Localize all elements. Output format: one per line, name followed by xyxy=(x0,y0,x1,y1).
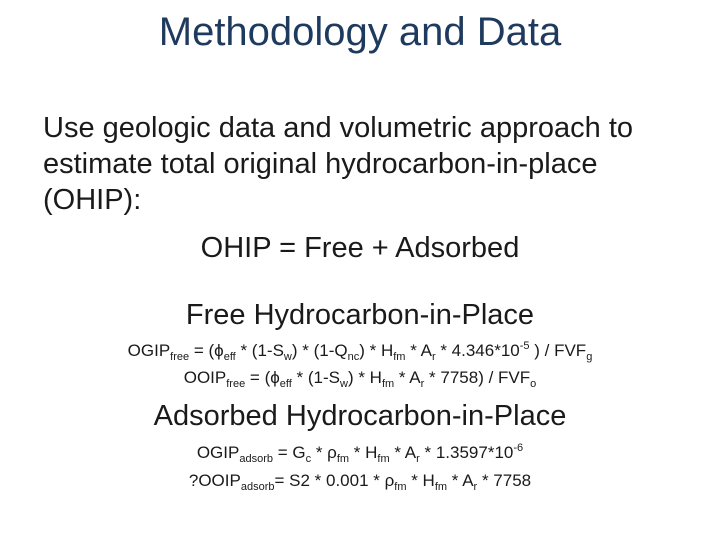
adsorbed-heading: Adsorbed Hydrocarbon-in-Place xyxy=(153,400,567,432)
formula-text: * (1-S xyxy=(235,341,284,360)
free-ogip-formula xyxy=(0,341,720,361)
formula-text: = S2 * 0.001 * ρ xyxy=(274,471,395,490)
ohip-equation: OHIP = Free + Adsorbed xyxy=(200,232,520,264)
formula-text: * 1.3597*10 xyxy=(419,443,514,462)
formula-subscript: fm xyxy=(393,351,406,363)
formula-text: = (ϕ xyxy=(189,341,224,360)
formula-subscript: c xyxy=(305,453,312,465)
formula-text: OGIP xyxy=(196,443,240,462)
formula-subscript: g xyxy=(586,351,593,363)
formula-text: OGIP xyxy=(127,341,171,360)
formula-subscript: nc xyxy=(347,351,360,363)
formula-text: * H xyxy=(406,471,435,490)
formula-subscript: w xyxy=(283,351,292,363)
formula-subscript: r xyxy=(416,453,420,465)
formula-superscript: -5 xyxy=(519,340,530,352)
formula-text: ) * H xyxy=(347,368,382,387)
formula-subscript: adsorb xyxy=(239,453,273,465)
formula-text: * A xyxy=(405,341,432,360)
formula-subscript: fm xyxy=(377,453,390,465)
formula-text: * (1-S xyxy=(291,368,340,387)
formula-text: * ρ xyxy=(311,443,337,462)
formula-subscript: fm xyxy=(434,481,448,493)
formula-text: * A xyxy=(447,471,474,490)
formula-text: * H xyxy=(349,443,378,462)
formula-subscript: eff xyxy=(223,351,236,363)
formula-subscript: fm xyxy=(336,453,350,465)
formula-text: * 4.346*10 xyxy=(435,341,520,360)
formula-text: = (ϕ xyxy=(245,368,280,387)
adsorbed-ooip-formula xyxy=(0,471,720,491)
intro-text: Use geologic data and volumetric approach to estimate total original hydrocarbon-in-place (OHIP): xyxy=(43,112,634,216)
formula-text: * A xyxy=(394,368,421,387)
formula-text: OOIP xyxy=(183,368,227,387)
formula-subscript: o xyxy=(530,378,537,390)
formula-text: = G xyxy=(272,443,306,462)
formula-subscript: w xyxy=(339,378,348,390)
slide-title: Methodology and Data xyxy=(158,10,562,54)
formula-text: * A xyxy=(389,443,417,462)
formula-text: ?OOIP xyxy=(188,471,241,490)
free-ooip-formula xyxy=(0,368,720,388)
formula-text: ) / FVF xyxy=(529,341,587,360)
formula-subscript: free xyxy=(170,351,190,363)
formula-subscript: fm xyxy=(381,378,395,390)
formula-subscript: fm xyxy=(394,481,407,493)
formula-subscript: r xyxy=(420,378,425,390)
formula-subscript: adsorb xyxy=(240,481,275,493)
formula-text: ) * H xyxy=(359,341,394,360)
free-heading: Free Hydrocarbon-in-Place xyxy=(185,299,535,331)
formula-subscript: eff xyxy=(279,378,292,390)
formula-superscript: -6 xyxy=(513,442,524,454)
formula-text: ) * (1-Q xyxy=(291,341,348,360)
formula-subscript: r xyxy=(431,351,436,363)
adsorbed-ogip-formula xyxy=(0,443,720,463)
formula-text: * 7758 xyxy=(477,471,532,490)
formula-subscript: free xyxy=(226,378,246,390)
formula-text: * 7758) / FVF xyxy=(424,368,531,387)
formula-subscript: r xyxy=(473,481,478,493)
